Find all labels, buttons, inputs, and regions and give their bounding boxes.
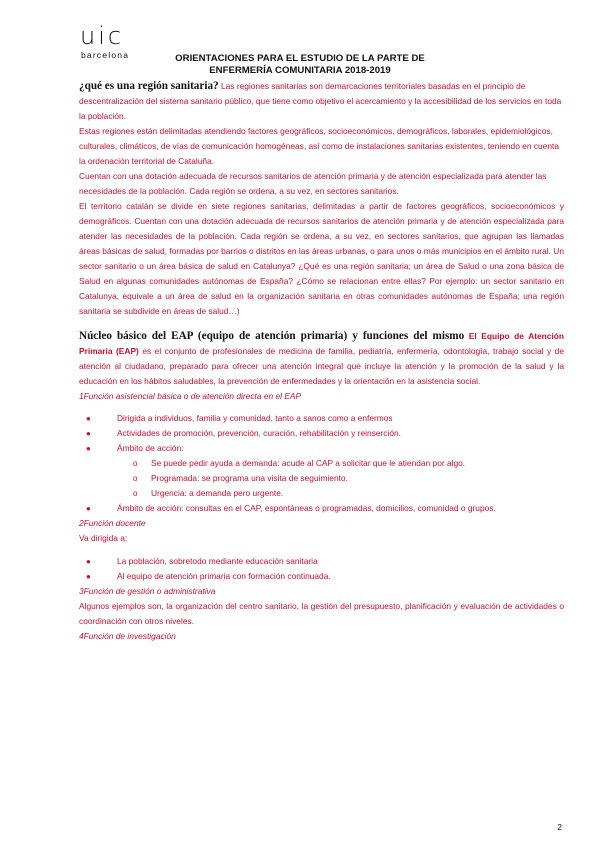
circle-bullet-icon: o [133,459,138,468]
title-line-1: ORIENTACIONES PARA EL ESTUDIO DE LA PARTE DE [175,53,425,64]
sublist-item [79,486,564,501]
list-item [79,441,564,456]
eap-heading: Núcleo básico del EAP (equipo de atención primaria) y funciones del mismo [79,330,465,342]
region-intro-paragraph [79,79,564,124]
list-item [79,569,564,584]
circle-bullet-icon: o [133,474,138,483]
region-intro-text: Las regiones sanitarias son demarcaciones territoriales basadas en el principio de descentralización del sistema sanitario público, que tiene como objetivo el acercamiento y la accesibilidad de los servicios en toda la población. [79,81,562,121]
bullet-icon: ● [86,572,91,581]
function-3-text: Algunos ejemplos son, la organización del centro sanitario, la gestión del presupuesto, planificación y evaluación de actividades o coordinación con otros niveles. [79,601,564,626]
sublist-item-text: Urgencia: a demanda pero urgente. [151,488,284,498]
list-item-text: Dirigida a individuos, familia y comunidad, tanto a sanos como a enfermos [117,413,393,423]
logo-subtitle: barcelona [81,50,130,60]
list-item [79,554,564,569]
list-item-text: Ámbito de acción: consultas en el CAP, espontáneas o programadas, domicilios, comunidad o grupos. [117,503,496,513]
title-line-2: ENFERMERÍA COMUNITARIA 2018-2019 [209,65,391,76]
function-2-title: 2Función docente [79,518,146,528]
list-item-text: Al equipo de atención primaria con formación continuada. [117,571,331,581]
list-item-text: Ámbito de acción: [117,443,184,453]
function-1-sublist [79,456,564,501]
circle-bullet-icon: o [133,489,138,498]
bullet-icon: ● [86,429,91,438]
sublist-item [79,471,564,486]
list-item-text: La población, sobretodo mediante educación sanitaria [117,556,318,566]
list-item [79,411,564,426]
bullet-icon: ● [86,504,91,513]
function-2-intro: Va dirigida a: [79,533,128,543]
function-2-list [79,554,564,584]
function-4-title: 4Función de investigación [79,631,176,641]
list-item-text: Actividades de promoción, prevención, curación, rehabilitación y reinserción. [117,428,401,438]
bullet-icon: ● [86,414,91,423]
page-content [79,79,564,644]
list-item [79,501,564,516]
region-paragraph-3: Cuentan con una dotación adecuada de recursos sanitarios de atención primaria y de atención especializada para atender las necesidades de la población. Cada región se ordena, a su vez, en sectores sanitarios. [79,171,547,196]
eap-bold-term: El Equipo de Atención Primaria (EAP) [79,331,565,356]
function-3-title: 3Función de gestión o administrativa [79,586,216,596]
region-heading: ¿qué es una región sanitaria? [79,80,219,92]
bullet-icon: ● [86,557,91,566]
logo-uic: uic [80,22,125,50]
function-1-title: 1Función asistencial básica o de atención directa en el EAP [79,391,302,401]
region-paragraph-2: Estas regiones están delimitadas atendiendo factores geográficos, socioeconómicos, demográficos, laborales, epidemiológicos, culturales, climáticos, de vías de comunicación homogéneas, así como de instalaciones sanitarias existentes, teniendo en cuenta la ordenación territorial de Cataluña. [79,126,559,166]
list-item [79,426,564,441]
sublist-item [79,456,564,471]
function-1-list-cont [79,501,564,516]
bullet-icon: ● [86,444,91,453]
eap-intro-paragraph [79,329,564,389]
function-1-list [79,411,564,456]
region-paragraph-4: El territorio catalán se divide en siete regiones sanitarias, delimitadas a partir de factores geográficos, socioeconómicos y demográficos. Cuentan con una dotación adecuada de recursos sanitarios de atención primaria y de atención especializada para atender las necesidades de la población. Cada región se ordena, a su vez, en sectores sanitarios, que agrupan las llamadas áreas básicas de salud, formadas por barrios o distritos en las áreas urbanas, o para unos o más municipios en el ámbito rural. Un sector sanitario o un área básica de salud en Catalunya? ¿Qué es una región sanitaria; un área de Salud o una zona básica de Salud en algunas comunidades autónomas de España? ¿Cómo se relacionan entre ellas? Por ejemplo: un sector sanitario en Catalunya, equivale a un área de salud en la organización sanitaria en otras comunidades autónomas de España; una región sanitaria se subdivide en áreas de salud…) [79,201,564,316]
sublist-item-text: Programada: se programa una visita de seguimiento. [151,473,348,483]
sublist-item-text: Se puede pedir ayuda a demanda: acude al CAP a solicitar que le atiendan por algo. [151,458,466,468]
document-title [140,53,460,77]
eap-intro-text: es el conjunto de profesionales de medicina de familia, pediatría, enfermería, odontología, trabajo social y de atención al ciudadano, preparado para ofrecer una atención integral que incluye la atención y la promoción de la salud y la educación en los hábitos saludables, la prevención de enfermedades y la orientación en la asistencia social. [79,346,564,386]
page-number: 2 [557,822,562,832]
